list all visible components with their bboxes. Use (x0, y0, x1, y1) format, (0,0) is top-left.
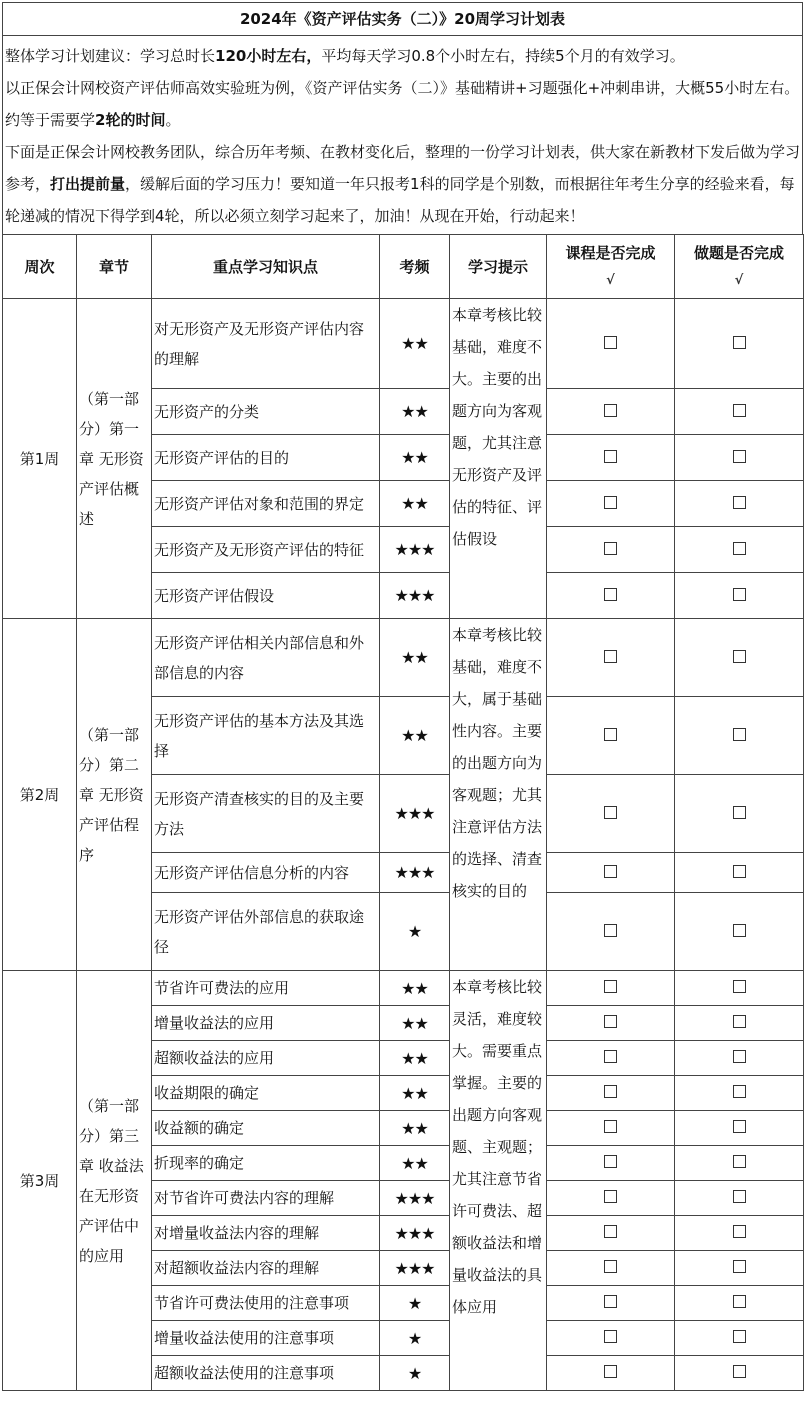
knowledge-point-cell: 节省许可费法使用的注意事项 (152, 1286, 380, 1321)
knowledge-point-cell: 无形资产评估的目的 (152, 435, 380, 481)
table-row (3, 619, 804, 697)
course-done-checkbox-cell (547, 1251, 675, 1286)
practice-done-checkbox-cell (675, 527, 804, 573)
course-done-checkbox[interactable] (604, 1295, 617, 1308)
course-done-checkbox[interactable] (604, 588, 617, 601)
practice-done-checkbox[interactable] (733, 806, 746, 819)
course-done-checkbox[interactable] (604, 336, 617, 349)
knowledge-point-cell: 超额收益法的应用 (152, 1041, 380, 1076)
study-tip-cell: 本章考核比较灵活，难度较大。需要重点掌握。主要的出题方向客观题、主观题；尤其注意节省许可费法、超额收益法和增量收益法的具体应用 (450, 971, 547, 1391)
practice-done-checkbox[interactable] (733, 1190, 746, 1203)
practice-done-checkbox[interactable] (733, 542, 746, 555)
knowledge-point-cell: 收益额的确定 (152, 1111, 380, 1146)
practice-done-checkbox-cell (675, 1146, 804, 1181)
course-done-checkbox-cell (547, 527, 675, 573)
frequency-stars: ★★ (380, 481, 450, 527)
knowledge-point-cell: 无形资产及无形资产评估的特征 (152, 527, 380, 573)
practice-done-checkbox[interactable] (733, 1365, 746, 1378)
course-done-checkbox-cell (547, 1321, 675, 1356)
course-done-checkbox-cell (547, 1076, 675, 1111)
frequency-stars: ★★ (380, 619, 450, 697)
intro-paragraph-2: 以正保会计网校资产评估师高效实验班为例，《资产评估实务（二）》基础精讲+习题强化+冲刺串讲，大概55小时左右。 (5, 79, 800, 97)
knowledge-point-cell: 节省许可费法的应用 (152, 971, 380, 1006)
practice-done-checkbox[interactable] (733, 1085, 746, 1098)
check-mark-icon: √ (734, 272, 744, 288)
intro-paragraph-4 (5, 136, 800, 232)
practice-done-checkbox-cell (675, 1321, 804, 1356)
frequency-stars: ★★ (380, 389, 450, 435)
course-done-checkbox[interactable] (604, 650, 617, 663)
study-tip-cell: 本章考核比较基础，难度不大。主要的出题方向为客观题，尤其注意无形资产及评估的特征、评估假设 (450, 299, 547, 619)
practice-done-checkbox-cell (675, 389, 804, 435)
practice-done-checkbox-cell (675, 1251, 804, 1286)
frequency-stars: ★★★ (380, 1251, 450, 1286)
course-done-checkbox[interactable] (604, 728, 617, 741)
knowledge-point-cell: 无形资产评估外部信息的获取途径 (152, 893, 380, 971)
practice-done-checkbox[interactable] (733, 980, 746, 993)
course-done-checkbox[interactable] (604, 806, 617, 819)
frequency-stars: ★★ (380, 971, 450, 1006)
frequency-stars: ★★★ (380, 775, 450, 853)
practice-done-checkbox[interactable] (733, 1260, 746, 1273)
course-done-checkbox-cell (547, 1006, 675, 1041)
practice-done-checkbox[interactable] (733, 1120, 746, 1133)
practice-done-checkbox[interactable] (733, 1050, 746, 1063)
course-done-checkbox-cell (547, 1216, 675, 1251)
knowledge-point-cell: 对增量收益法内容的理解 (152, 1216, 380, 1251)
header-course-done (547, 235, 675, 299)
intro-section (2, 36, 803, 234)
intro-text: 平均每天学习0.8个小时左右，持续5个月的有效学习。 (321, 47, 685, 65)
header-frequency: 考频 (380, 235, 450, 299)
frequency-stars: ★★ (380, 1146, 450, 1181)
practice-done-checkbox-cell (675, 619, 804, 697)
intro-text: 约等于需要学 (5, 111, 96, 129)
course-done-checkbox-cell (547, 1146, 675, 1181)
knowledge-point-cell: 折现率的确定 (152, 1146, 380, 1181)
course-done-checkbox[interactable] (604, 1330, 617, 1343)
knowledge-point-cell: 无形资产评估的基本方法及其选择 (152, 697, 380, 775)
table-header-row (3, 235, 804, 299)
practice-done-checkbox[interactable] (733, 924, 746, 937)
header-chapter: 章节 (77, 235, 152, 299)
knowledge-point-cell: 增量收益法的应用 (152, 1006, 380, 1041)
frequency-stars: ★★ (380, 1111, 450, 1146)
header-practice-done (675, 235, 804, 299)
practice-done-checkbox-cell (675, 853, 804, 893)
course-done-checkbox-cell (547, 1356, 675, 1391)
frequency-stars: ★★★ (380, 573, 450, 619)
practice-done-checkbox-cell (675, 971, 804, 1006)
course-done-checkbox[interactable] (604, 980, 617, 993)
practice-done-checkbox-cell (675, 1216, 804, 1251)
intro-paragraph-1 (5, 40, 800, 72)
course-done-checkbox-cell (547, 971, 675, 1006)
knowledge-point-cell: 增量收益法使用的注意事项 (152, 1321, 380, 1356)
practice-done-checkbox-cell (675, 1111, 804, 1146)
header-week: 周次 (3, 235, 77, 299)
practice-done-checkbox[interactable] (733, 588, 746, 601)
header-tip: 学习提示 (450, 235, 547, 299)
frequency-stars: ★★ (380, 435, 450, 481)
course-done-checkbox-cell (547, 573, 675, 619)
frequency-stars: ★ (380, 1286, 450, 1321)
knowledge-point-cell: 无形资产的分类 (152, 389, 380, 435)
knowledge-point-cell: 无形资产评估假设 (152, 573, 380, 619)
frequency-stars: ★★ (380, 299, 450, 389)
course-done-checkbox[interactable] (604, 496, 617, 509)
intro-paragraph-3 (5, 104, 800, 136)
practice-done-checkbox[interactable] (733, 404, 746, 417)
practice-done-checkbox-cell (675, 1006, 804, 1041)
course-done-checkbox-cell (547, 853, 675, 893)
page-title: 2024年《资产评估实务（二）》20周学习计划表 (2, 2, 803, 36)
intro-bold-text: 2轮的时间 (95, 111, 166, 129)
knowledge-point-cell: 对超额收益法内容的理解 (152, 1251, 380, 1286)
practice-done-checkbox-cell (675, 775, 804, 853)
knowledge-point-cell: 无形资产清查核实的目的及主要方法 (152, 775, 380, 853)
course-done-checkbox[interactable] (604, 542, 617, 555)
study-plan-document (2, 2, 803, 1391)
practice-done-checkbox[interactable] (733, 728, 746, 741)
course-done-checkbox[interactable] (604, 924, 617, 937)
course-done-checkbox[interactable] (604, 404, 617, 417)
study-plan-table (2, 234, 804, 1391)
course-done-checkbox-cell (547, 435, 675, 481)
frequency-stars: ★ (380, 893, 450, 971)
intro-text: 。 (165, 111, 181, 129)
course-done-checkbox-cell (547, 389, 675, 435)
course-done-checkbox-cell (547, 1181, 675, 1216)
chapter-cell: （第一部分）第三章 收益法在无形资产评估中的应用 (77, 971, 152, 1391)
course-done-checkbox-cell (547, 697, 675, 775)
knowledge-point-cell: 收益期限的确定 (152, 1076, 380, 1111)
frequency-stars: ★★★ (380, 1181, 450, 1216)
chapter-cell: （第一部分）第二章 无形资产评估程序 (77, 619, 152, 971)
frequency-stars: ★★★ (380, 1216, 450, 1251)
intro-text: ，缓解后面的学习压力！要知道一年只报考1科的同学是个别数，而根据往年考生分享的经验来看，每轮递减的情况下得学到4轮，所以必须立刻学习起来了，加油！从现在开始，行动起来！ (5, 175, 795, 225)
course-done-checkbox[interactable] (604, 1365, 617, 1378)
check-mark-icon: √ (606, 272, 615, 288)
course-done-checkbox-cell (547, 299, 675, 389)
header-practice-done-label: 做题是否完成 (693, 243, 784, 262)
course-done-checkbox[interactable] (604, 865, 617, 878)
course-done-checkbox[interactable] (604, 1260, 617, 1273)
knowledge-point-cell: 无形资产评估相关内部信息和外部信息的内容 (152, 619, 380, 697)
practice-done-checkbox[interactable] (733, 1155, 746, 1168)
course-done-checkbox-cell (547, 1041, 675, 1076)
frequency-stars: ★★ (380, 1041, 450, 1076)
practice-done-checkbox-cell (675, 1356, 804, 1391)
course-done-checkbox[interactable] (604, 1085, 617, 1098)
table-row (3, 971, 804, 1006)
course-done-checkbox-cell (547, 1286, 675, 1321)
course-done-checkbox-cell (547, 1111, 675, 1146)
knowledge-point-cell: 无形资产评估对象和范围的界定 (152, 481, 380, 527)
practice-done-checkbox[interactable] (733, 1225, 746, 1238)
frequency-stars: ★★★ (380, 527, 450, 573)
practice-done-checkbox-cell (675, 299, 804, 389)
practice-done-checkbox-cell (675, 893, 804, 971)
study-tip-cell: 本章考核比较基础，难度不大，属于基础性内容。主要的出题方向为客观题；尤其注意评估方法的选择、清查核实的目的 (450, 619, 547, 971)
practice-done-checkbox-cell (675, 1181, 804, 1216)
practice-done-checkbox-cell (675, 435, 804, 481)
practice-done-checkbox-cell (675, 1286, 804, 1321)
header-points: 重点学习知识点 (152, 235, 380, 299)
week-cell: 第1周 (3, 299, 77, 619)
intro-text: 下面是正保会计网校教务团队，综合历年考频、在教材变化后，整理的一份学习计划表，供大家在新教材下发后做为学习参考， (5, 143, 801, 193)
frequency-stars: ★ (380, 1321, 450, 1356)
practice-done-checkbox[interactable] (733, 1015, 746, 1028)
intro-bold-text: 120小时左右， (215, 47, 322, 65)
frequency-stars: ★★ (380, 1006, 450, 1041)
course-done-checkbox[interactable] (604, 1190, 617, 1203)
frequency-stars: ★★ (380, 1076, 450, 1111)
course-done-checkbox[interactable] (604, 450, 617, 463)
table-row (3, 299, 804, 389)
practice-done-checkbox-cell (675, 697, 804, 775)
practice-done-checkbox[interactable] (733, 336, 746, 349)
course-done-checkbox-cell (547, 481, 675, 527)
practice-done-checkbox-cell (675, 481, 804, 527)
frequency-stars: ★ (380, 1356, 450, 1391)
course-done-checkbox-cell (547, 619, 675, 697)
week-cell: 第2周 (3, 619, 77, 971)
frequency-stars: ★★ (380, 697, 450, 775)
practice-done-checkbox[interactable] (733, 1330, 746, 1343)
course-done-checkbox[interactable] (604, 1225, 617, 1238)
knowledge-point-cell: 对无形资产及无形资产评估内容的理解 (152, 299, 380, 389)
header-course-done-label: 课程是否完成 (565, 243, 656, 262)
knowledge-point-cell: 对节省许可费法内容的理解 (152, 1181, 380, 1216)
practice-done-checkbox[interactable] (733, 1295, 746, 1308)
practice-done-checkbox[interactable] (733, 496, 746, 509)
intro-text: 整体学习计划建议：学习总时长 (5, 47, 216, 65)
course-done-checkbox[interactable] (604, 1120, 617, 1133)
intro-bold-text: 打出提前量 (50, 175, 126, 193)
course-done-checkbox[interactable] (604, 1050, 617, 1063)
course-done-checkbox-cell (547, 893, 675, 971)
practice-done-checkbox[interactable] (733, 450, 746, 463)
course-done-checkbox[interactable] (604, 1015, 617, 1028)
frequency-stars: ★★★ (380, 853, 450, 893)
knowledge-point-cell: 超额收益法使用的注意事项 (152, 1356, 380, 1391)
practice-done-checkbox[interactable] (733, 865, 746, 878)
practice-done-checkbox-cell (675, 1076, 804, 1111)
course-done-checkbox-cell (547, 775, 675, 853)
chapter-cell: （第一部分）第一章 无形资产评估概述 (77, 299, 152, 619)
week-cell: 第3周 (3, 971, 77, 1391)
knowledge-point-cell: 无形资产评估信息分析的内容 (152, 853, 380, 893)
practice-done-checkbox-cell (675, 1041, 804, 1076)
practice-done-checkbox[interactable] (733, 650, 746, 663)
practice-done-checkbox-cell (675, 573, 804, 619)
course-done-checkbox[interactable] (604, 1155, 617, 1168)
